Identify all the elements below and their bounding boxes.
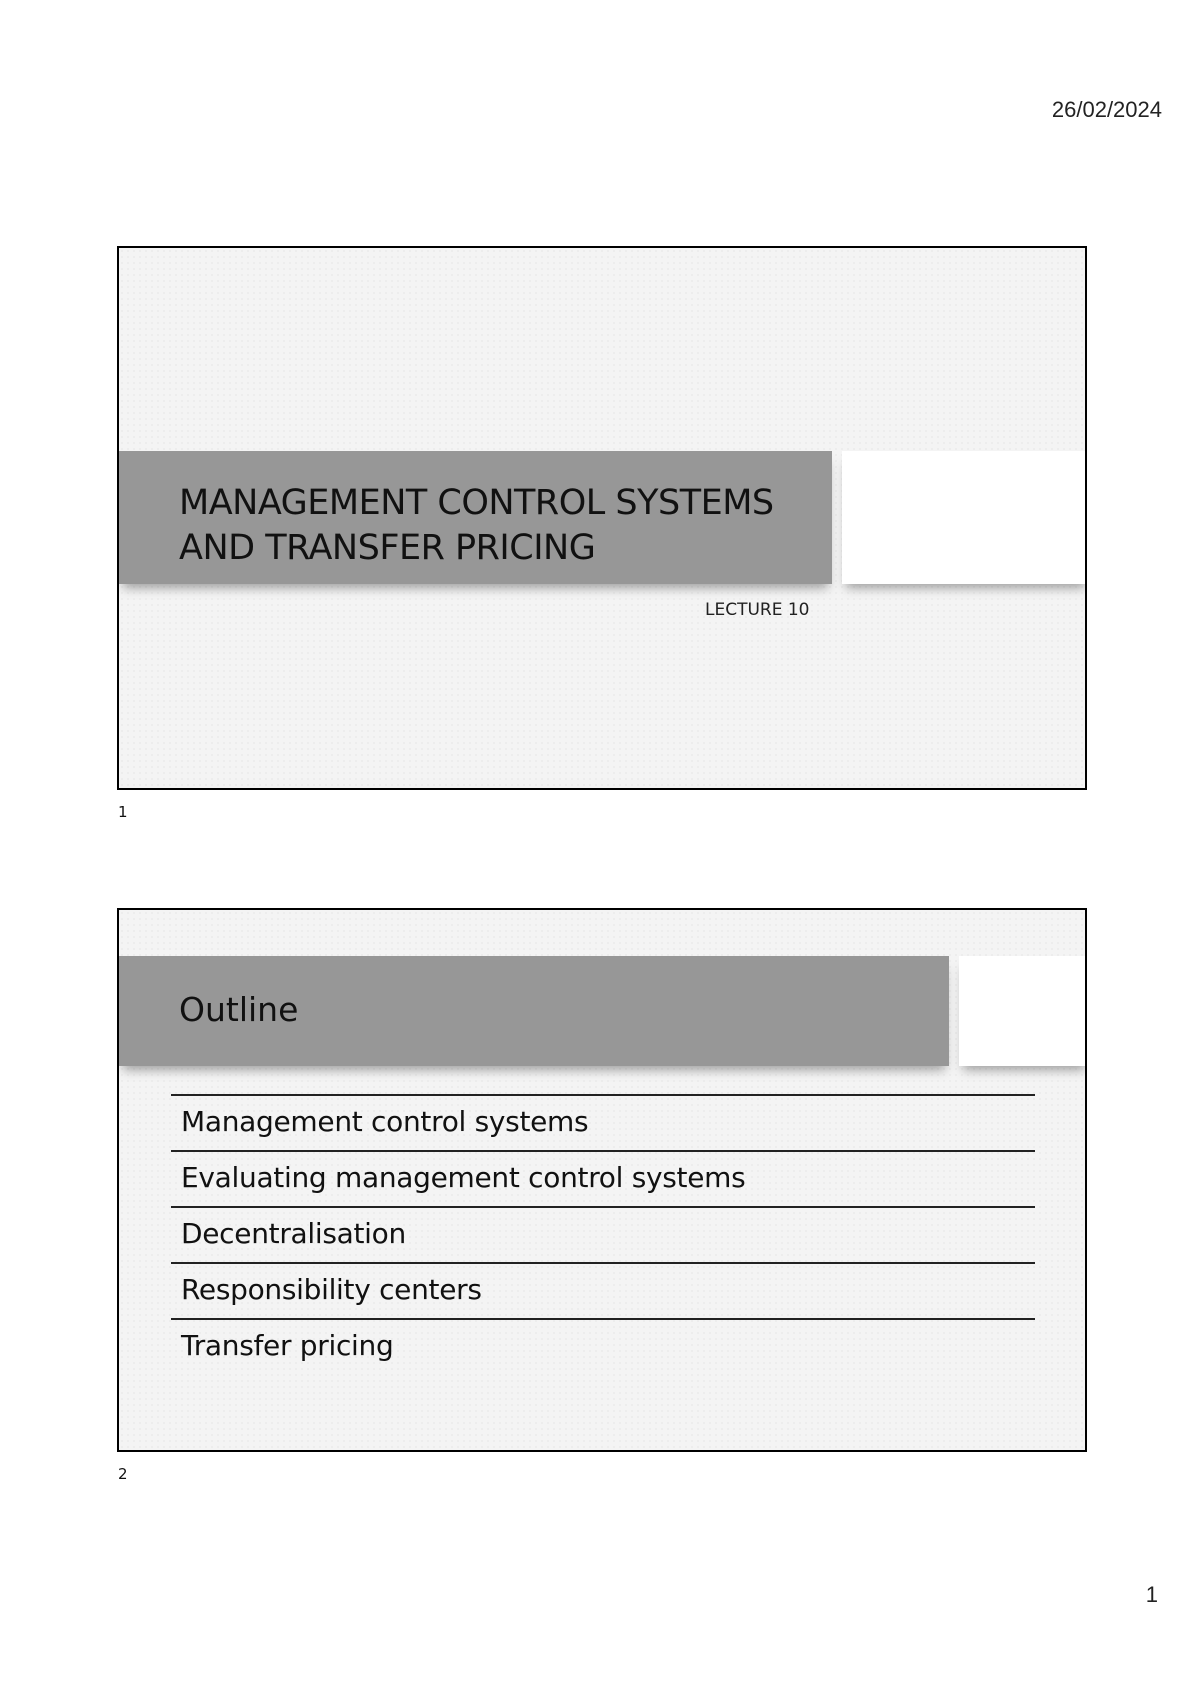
title-band: [119, 956, 949, 1066]
title-band: [119, 451, 832, 584]
title-accent-box: [959, 956, 1087, 1066]
slide-title-line-1: MANAGEMENT CONTROL SYSTEMS: [179, 483, 774, 523]
slide-2: [117, 908, 1087, 1452]
page-date: 26/02/2024: [1051, 97, 1162, 122]
slide-number-1: 1: [118, 803, 128, 821]
slide-title-line-2: AND TRANSFER PRICING: [179, 528, 596, 568]
slide-subtitle: LECTURE 10: [705, 600, 810, 620]
page-number: 1: [1145, 1582, 1158, 1607]
outline-list: [171, 1094, 1035, 1374]
slide-title: [179, 481, 819, 571]
outline-item: Management control systems: [171, 1094, 1035, 1150]
outline-item: Responsibility centers: [171, 1262, 1035, 1318]
slide-1: [117, 246, 1087, 790]
outline-item: Evaluating management control systems: [171, 1150, 1035, 1206]
slide-number-2: 2: [118, 1465, 128, 1483]
outline-item: Transfer pricing: [171, 1318, 1035, 1374]
outline-item: Decentralisation: [171, 1206, 1035, 1262]
title-accent-box: [842, 451, 1087, 584]
slide-title: Outline: [179, 990, 299, 1029]
